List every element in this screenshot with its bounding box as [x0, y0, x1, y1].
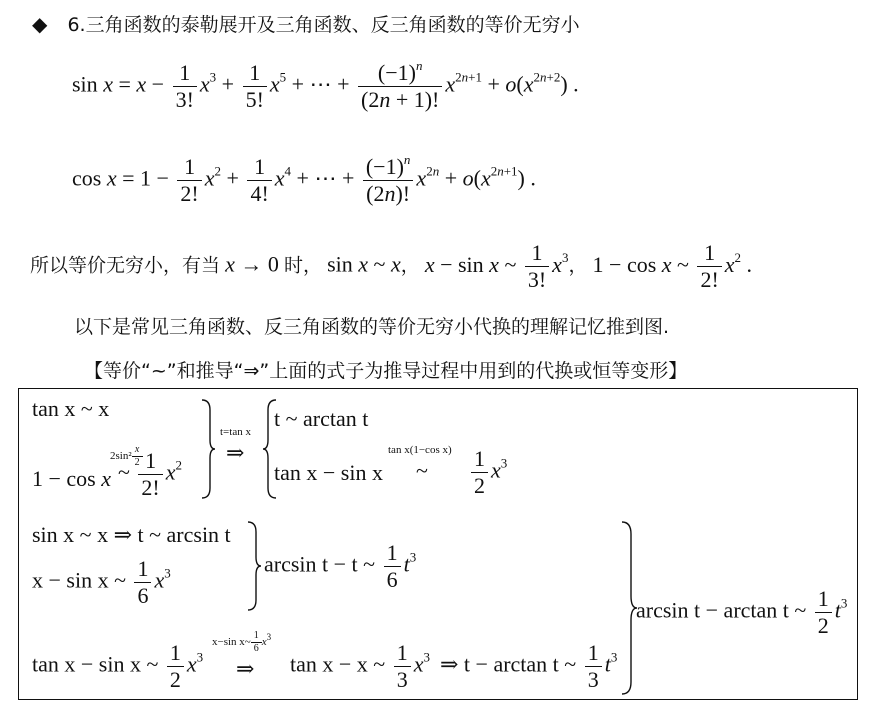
comma-1: ， — [400, 254, 420, 277]
arctan-equiv: t ~ arctan t — [274, 406, 369, 431]
implies-arrow-2: ⇒ — [236, 656, 255, 681]
comma-2: ， — [568, 254, 588, 277]
intro-text: 以下是常见三角函数、反三角函数的等价无穷小代换的理解记忆推到图. — [74, 316, 670, 338]
tan-equiv: tan x ~ x — [32, 396, 110, 421]
sin-taylor-formula: sin x = x − $\frac{1}{3!}$ $x^3$ + $\frac{1}{5!}$ $x^5$ + ⋯ + $\frac{(-1)^n}{(2n + 1)!}$ $x^{2n+1} + o(x^{2n+2})$ . — [72, 58, 579, 112]
tanx-minus-sinx: tan x − sin x — [274, 460, 383, 485]
cos-taylor-formula: cos x = 1 − $\frac{1}{2!}$ $x^2$ + $\frac{1}{4!}$ $x^4$ + ⋯ + $\frac{(-1)^n}{(2n)!}$ $x^{2n} + o(x^{2n+1})$ . — [72, 152, 536, 206]
one-minus-cos: 1 − cos x — [32, 466, 111, 491]
section-heading — [32, 10, 580, 37]
heading-title: 6.三角函数的泰勒展开及三角函数、反三角函数的等价无穷小 — [67, 14, 580, 36]
approx-2: ~ — [416, 458, 428, 483]
x-minus-sinx: x − sin x ~ $\frac{1}{6}$ $x^3$ — [32, 556, 171, 608]
cond-sin-sub: x−sin x~ $\frac{1}{6}$ $x^3$ — [212, 630, 272, 654]
tan-sin-half: tan x − sin x ~ $\frac{1}{2}$ $x^3$ — [32, 640, 204, 692]
implies-arrow-1: ⇒ — [226, 440, 245, 465]
when-text: 时， — [283, 254, 322, 277]
tanx-minus-x: tan x − x ~ $\frac{1}{3}$ $x^3$ — [290, 640, 430, 692]
diamond-bullet-icon: ◆ — [32, 12, 48, 36]
brace-right-2 — [246, 520, 262, 612]
note-text: 【等价“~”和推导“⇒”上面的式子为推导过程中用到的代换或恒等变形】 — [84, 360, 688, 382]
t-minus-arctan: ⇒ t − arctan t ~ $\frac{1}{3}$ $t^3$ — [440, 640, 618, 692]
approx-1: ~ $\frac{1}{2!}$ $x^2$ — [118, 448, 182, 500]
cond-tan-cos: tan x(1−cos x) — [388, 444, 452, 456]
arcsin-minus-t: arcsin t − t ~ $\frac{1}{6}$ $t^3$ — [264, 540, 417, 592]
cond-t-eq-tanx: t=tan x — [220, 426, 251, 438]
so-text: 所以等价无穷小，有当 — [30, 254, 221, 277]
brace-right-1 — [200, 398, 216, 500]
arcsin-minus-arctan: arcsin t − arctan t ~ $\frac{1}{2}$ $t^3$ — [636, 586, 848, 638]
cond-2sin: 2sin² $\frac{x}{2}$ — [110, 444, 143, 469]
equivalence-line: 所以等价无穷小，有当 x → 0 时， sin x ~ x， x − sin x ~ $\frac{1}{3!}$ $x^3$， 1 − cos x ~ $\frac{1}{2!}$ $x^2$ . — [30, 240, 753, 292]
half-x3: $\frac{1}{2}$ $x^3$ — [468, 446, 507, 499]
sin-arcsin-line: sin x ~ x ⇒ t ~ arcsin t — [32, 522, 231, 547]
